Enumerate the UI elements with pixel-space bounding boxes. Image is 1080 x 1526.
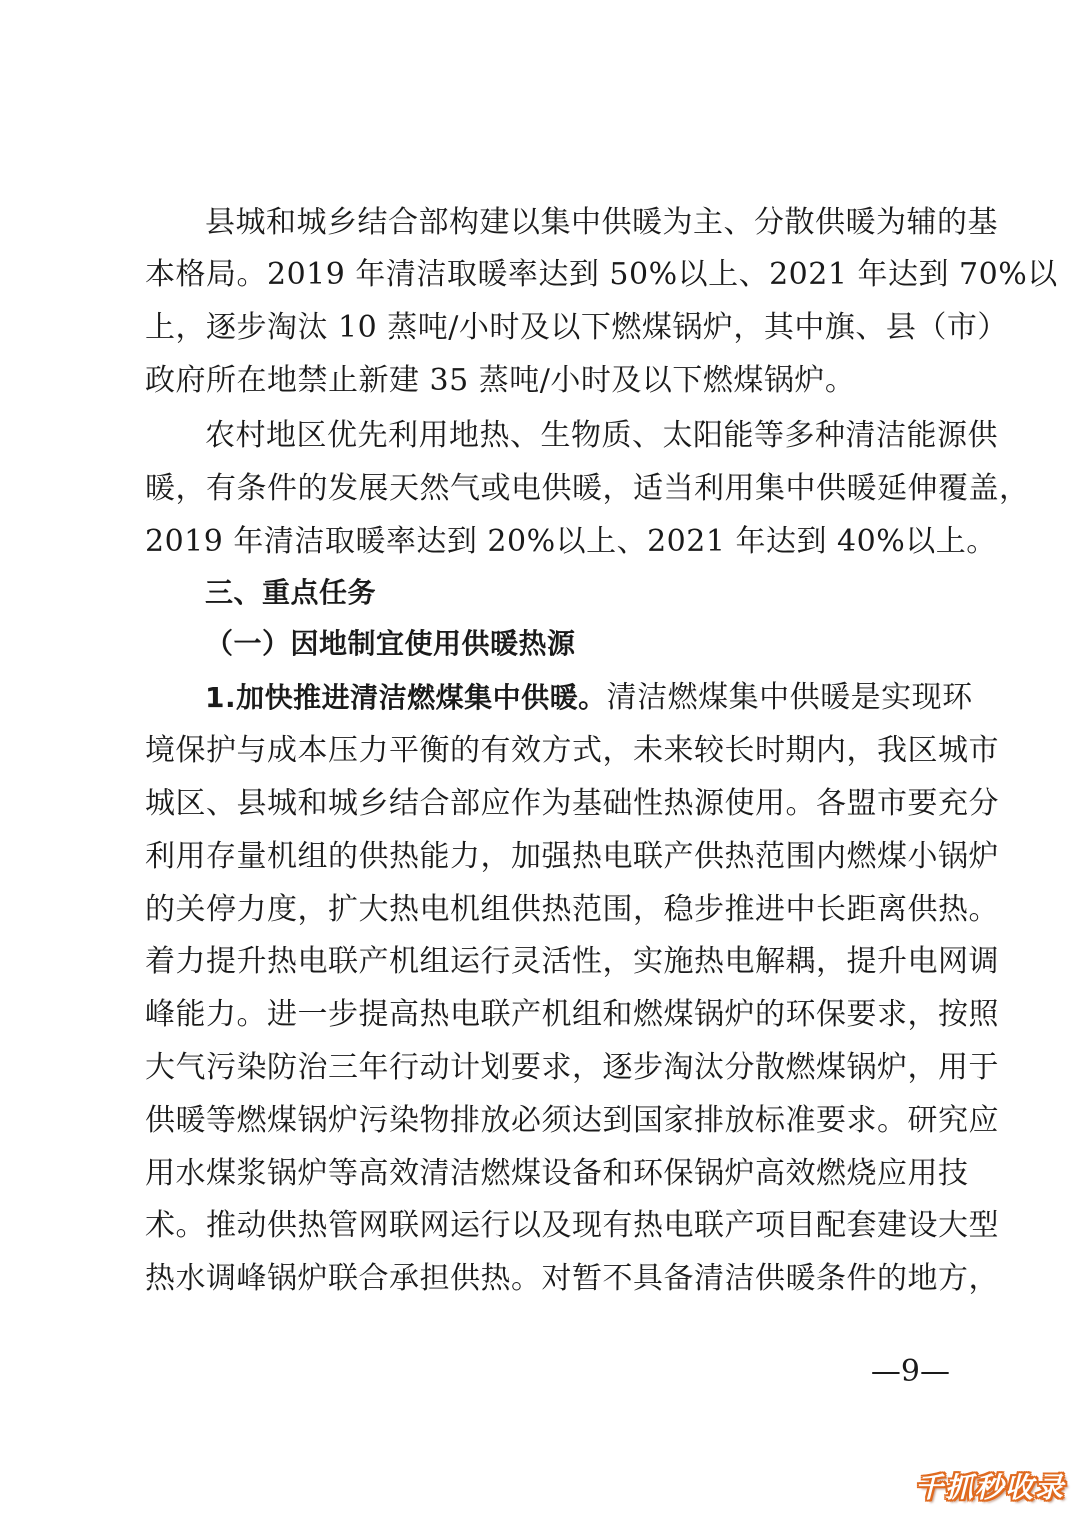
paragraph-3-line-10: 用水煤浆锅炉等高效清洁燃煤设备和环保锅炉高效燃烧应用技 bbox=[145, 1156, 969, 1191]
paragraph-3-line-1 bbox=[205, 678, 973, 718]
paragraph-1-line-3: 上，逐步淘汰 10 蒸吨/小时及以下燃煤锅炉，其中旗、县（市） bbox=[145, 310, 1008, 345]
paragraph-2-line-3: 2019 年清洁取暖率达到 20%以上、2021 年达到 40%以上。 bbox=[145, 524, 997, 559]
paragraph-3-line-6: 着力提升热电联产机组运行灵活性，实施热电解耦，提升电网调 bbox=[145, 944, 999, 979]
paragraph-1-line-2: 本格局。2019 年清洁取暖率达到 50%以上、2021 年达到 70%以 bbox=[145, 257, 1058, 292]
task-title: 1.加快推进清洁燃煤集中供暖。 bbox=[205, 681, 607, 714]
page-number: —9— bbox=[870, 1354, 950, 1389]
subsection-heading: （一）因地制宜使用供暖热源 bbox=[205, 627, 576, 660]
paragraph-2-line-2: 暖，有条件的发展天然气或电供暖，适当利用集中供暖延伸覆盖， bbox=[145, 471, 1030, 506]
paragraph-3-line-4: 利用存量机组的供热能力，加强热电联产供热范围内燃煤小锅炉 bbox=[145, 839, 999, 874]
paragraph-3-line-3: 城区、县城和城乡结合部应作为基础性热源使用。各盟市要充分 bbox=[145, 786, 999, 821]
watermark-logo: 千抓秒收录 bbox=[914, 1471, 1065, 1504]
task-lead-text: 清洁燃煤集中供暖是实现环 bbox=[606, 680, 973, 715]
paragraph-3-line-9: 供暖等燃煤锅炉污染物排放必须达到国家排放标准要求。研究应 bbox=[145, 1103, 999, 1138]
paragraph-3-line-8: 大气污染防治三年行动计划要求，逐步淘汰分散燃煤锅炉，用于 bbox=[145, 1050, 999, 1085]
paragraph-3-line-2: 境保护与成本压力平衡的有效方式，未来较长时期内，我区城市 bbox=[145, 733, 999, 768]
paragraph-3-line-11: 术。推动供热管网联网运行以及现有热电联产项目配套建设大型 bbox=[145, 1208, 999, 1243]
paragraph-1-line-4: 政府所在地禁止新建 35 蒸吨/小时及以下燃煤锅炉。 bbox=[145, 363, 856, 398]
section-heading: 三、重点任务 bbox=[205, 576, 377, 609]
paragraph-1-line-1: 县城和城乡结合部构建以集中供暖为主、分散供暖为辅的基 bbox=[205, 205, 998, 240]
paragraph-3-line-5: 的关停力度，扩大热电机组供热范围，稳步推进中长距离供热。 bbox=[145, 892, 999, 927]
paragraph-2-line-1: 农村地区优先利用地热、生物质、太阳能等多种清洁能源供 bbox=[205, 418, 998, 453]
paragraph-3-line-12: 热水调峰锅炉联合承担供热。对暂不具备清洁供暖条件的地方， bbox=[145, 1261, 999, 1296]
paragraph-3-line-7: 峰能力。进一步提高热电联产机组和燃煤锅炉的环保要求，按照 bbox=[145, 997, 999, 1032]
